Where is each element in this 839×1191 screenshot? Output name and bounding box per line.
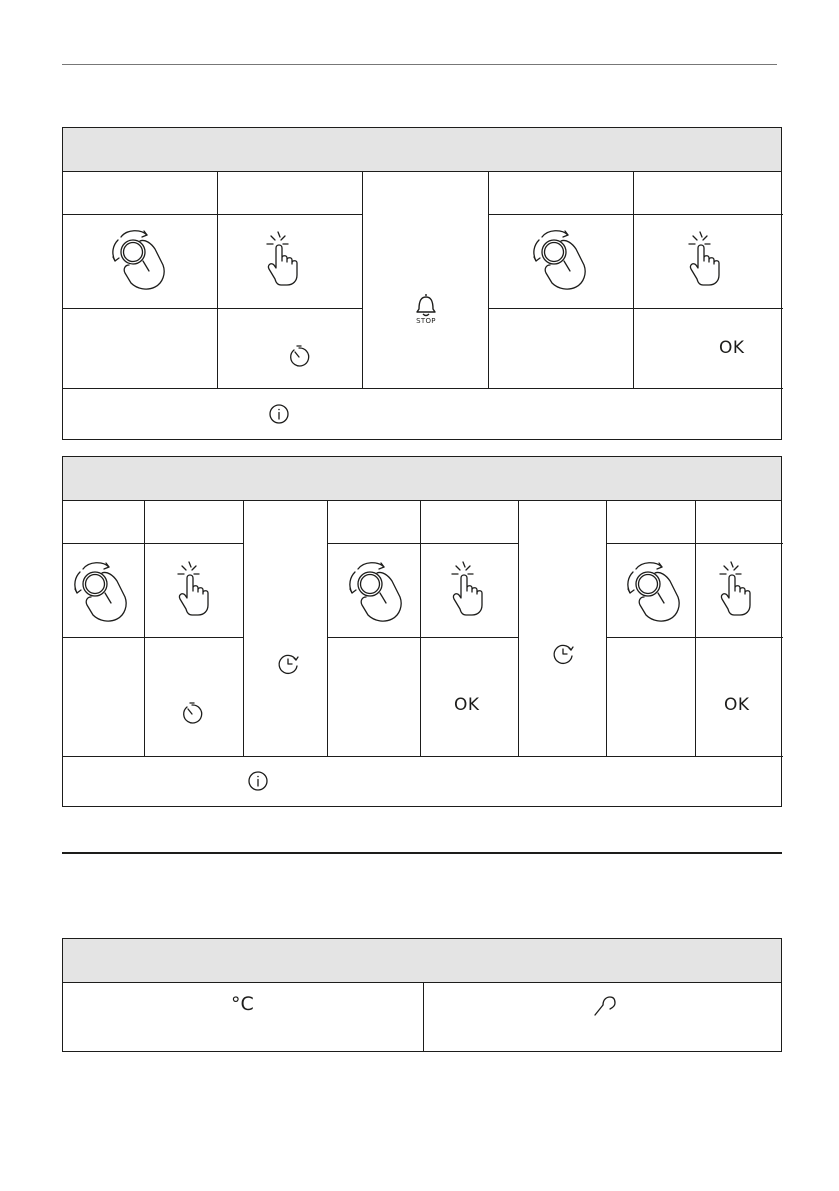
tap-finger-icon [448,559,492,619]
t2-row-line-a [63,543,243,544]
tap-finger-icon [716,559,760,619]
table-2 [62,456,782,807]
timer-icon [287,344,311,368]
ok-label: OK [454,695,480,715]
t2-row-line-f [606,637,783,638]
t2-row-line-e [327,637,518,638]
t2-divider-1 [144,500,145,756]
table-2-header [63,457,781,501]
t2-divider-6 [606,500,607,756]
timer-icon [180,701,204,725]
t2-row-line-b [327,543,518,544]
t1-divider-4 [633,171,634,388]
rotate-knob-icon [107,225,173,295]
stop-label: STOP [416,317,436,325]
celsius-label: °C [231,993,254,1015]
t1-divider-2 [362,171,363,388]
section-rule [62,852,782,854]
t2-divider-7 [695,500,696,756]
t1-row-line-e [63,388,783,389]
page-top-rule [62,64,777,65]
t2-row-line-d [63,637,243,638]
info-icon [247,770,269,792]
table-3-header [63,939,781,983]
t2-row-line-c [606,543,783,544]
rotate-knob-icon [69,557,135,627]
tap-finger-icon [174,559,218,619]
info-icon [268,403,290,425]
t2-divider-3 [327,500,328,756]
t2-row-line-g [63,756,783,757]
t1-row-line-c [63,308,362,309]
clock-icon [551,642,575,666]
ok-label: OK [719,338,745,358]
rotate-knob-icon [622,557,688,627]
clock-icon [276,652,300,676]
rotate-knob-icon [528,225,594,295]
t1-row-line-b [488,214,783,215]
t1-row-line-d [488,308,783,309]
t2-divider-4 [420,500,421,756]
table-3 [62,938,782,1052]
table-1 [62,127,782,440]
t2-divider-5 [518,500,519,756]
tap-finger-icon [263,229,307,289]
t3-divider [423,982,424,1052]
t1-divider-1 [217,171,218,388]
rotate-knob-icon [344,557,410,627]
temperature-icon [231,995,254,1014]
tap-finger-icon [685,229,729,289]
food-sensor-icon [593,995,617,1017]
t1-row-line-a [63,214,362,215]
table-1-header [63,128,781,172]
bell-stop-icon [413,291,439,327]
ok-label: OK [724,695,750,715]
t2-divider-2 [243,500,244,756]
t1-divider-3 [488,171,489,388]
